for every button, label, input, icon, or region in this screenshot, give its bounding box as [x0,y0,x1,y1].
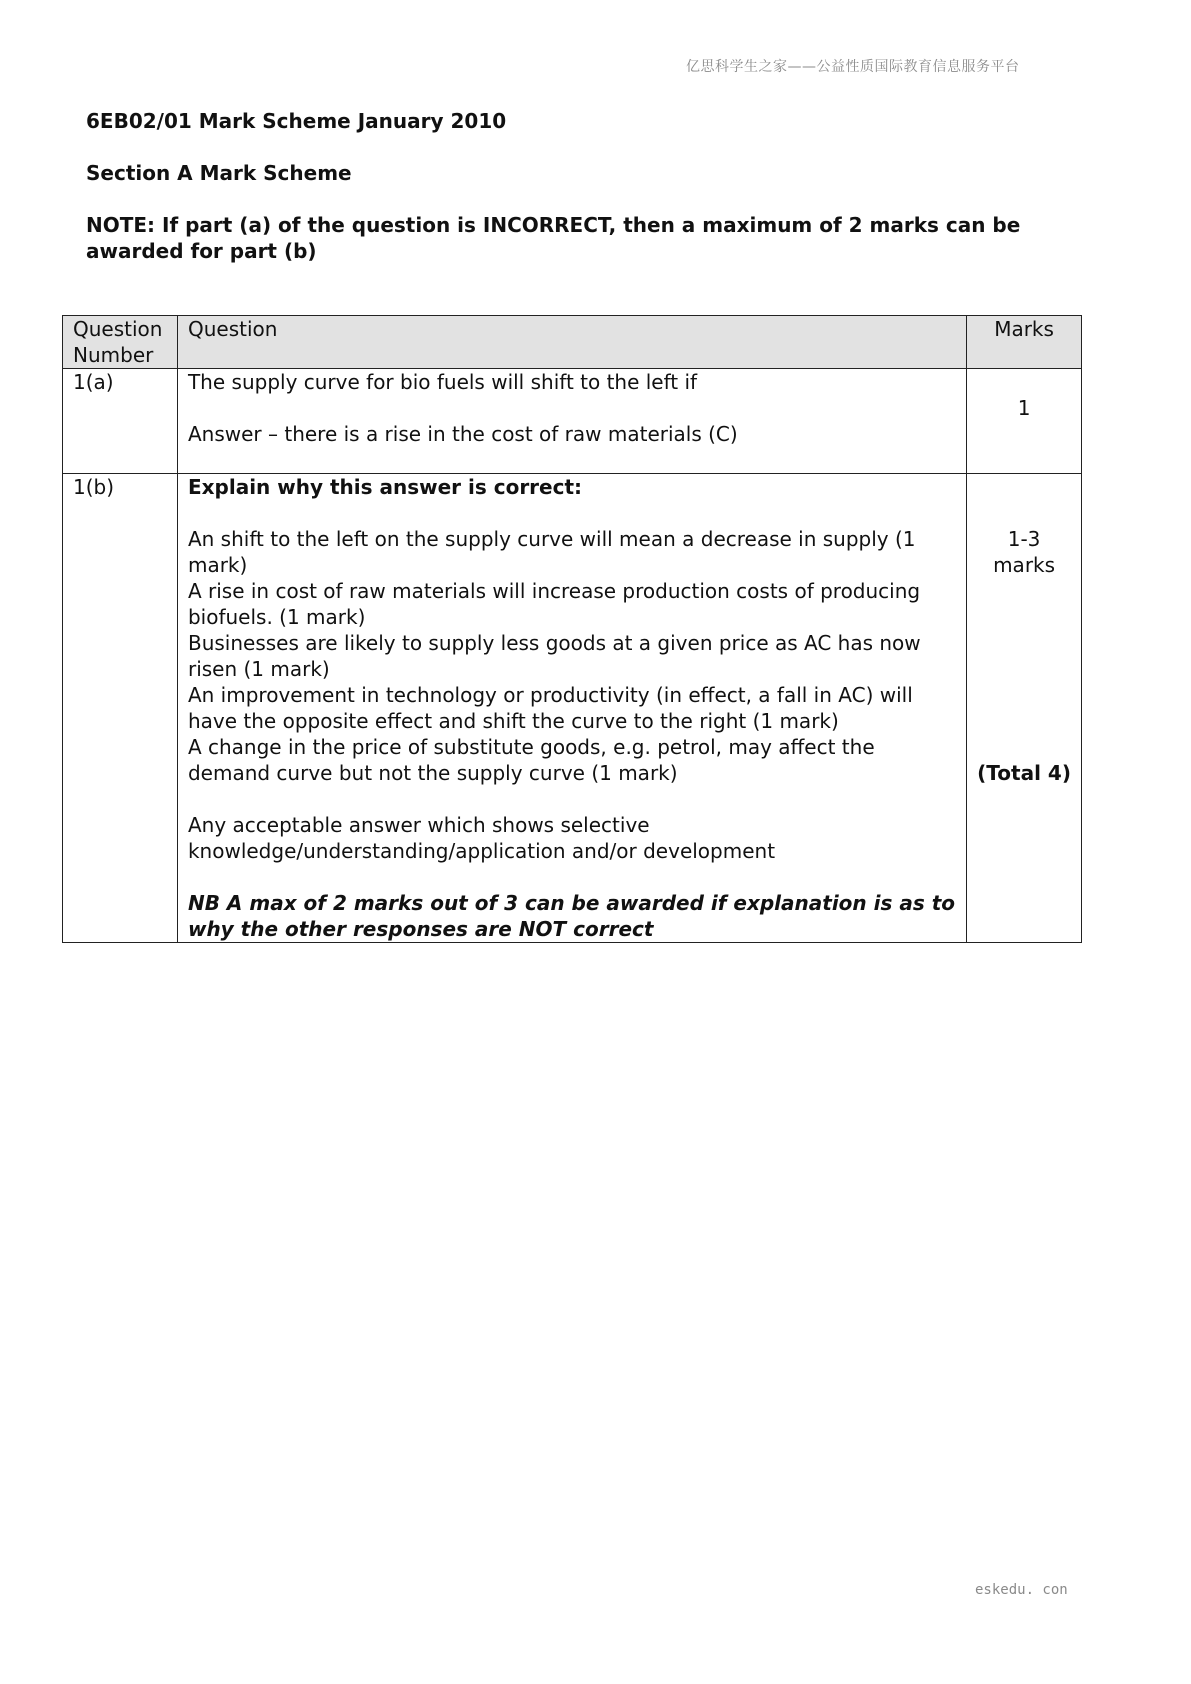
header-number-line2: Number [73,343,154,367]
row-a-question [177,369,966,474]
row-b-acceptable: Any acceptable answer which shows selective knowledge/understanding/application and/or development [187,813,776,863]
row-b-point: Businesses are likely to supply less goods at a given price as AC has now risen (1 mark) [187,631,921,681]
row-b-marks-cell [967,474,1082,943]
header-number-line1: Question [73,317,163,341]
row-b-point: An shift to the left on the supply curve will mean a decrease in supply (1 mark) [187,527,916,577]
watermark-bottom: eskedu. con [975,1582,1068,1598]
row-a-marks: 1 [1017,396,1031,420]
marking-note: NOTE: If part (a) of the question is INCORRECT, then a maximum of 2 marks can be awarded for part (b) [86,213,1021,263]
header-question-number [63,316,178,369]
row-b-marks-unit: marks [993,553,1056,577]
row-b-point: A rise in cost of raw materials will increase production costs of producing biofuels. (1 mark) [187,579,921,629]
row-b-marks-range: 1-3 [1007,527,1041,551]
row-a-line1: The supply curve for bio fuels will shift to the left if [187,370,698,394]
header-marks: Marks [967,316,1082,369]
row-a-number: 1(a) [63,369,178,474]
row-b-number: 1(b) [63,474,178,943]
table-header-row [63,316,1082,369]
header-question: Question [177,316,966,369]
row-a-answer: Answer – there is a rise in the cost of raw materials (C) [187,422,738,446]
table-row [63,474,1082,943]
row-b-point: An improvement in technology or productivity (in effect, a fall in AC) will have the opposite effect and shift the curve to the right (1 mark) [187,683,913,733]
watermark-top: 亿思科学生之家——公益性质国际教育信息服务平台 [686,59,1020,75]
row-b-heading: Explain why this answer is correct: [187,475,583,499]
document-title: 6EB02/01 Mark Scheme January 2010 [86,109,507,133]
mark-scheme-table [62,315,1082,943]
row-b-nb: NB A max of 2 marks out of 3 can be awarded if explanation is as to why the other responses are NOT correct [187,891,956,941]
row-a-marks-cell [967,369,1082,474]
table-row [63,369,1082,474]
row-b-point: A change in the price of substitute goods, e.g. petrol, may affect the demand curve but not the supply curve (1 mark) [187,735,875,785]
section-title: Section A Mark Scheme [86,161,352,185]
row-b-total: (Total 4) [977,761,1071,785]
row-b-question [177,474,966,943]
